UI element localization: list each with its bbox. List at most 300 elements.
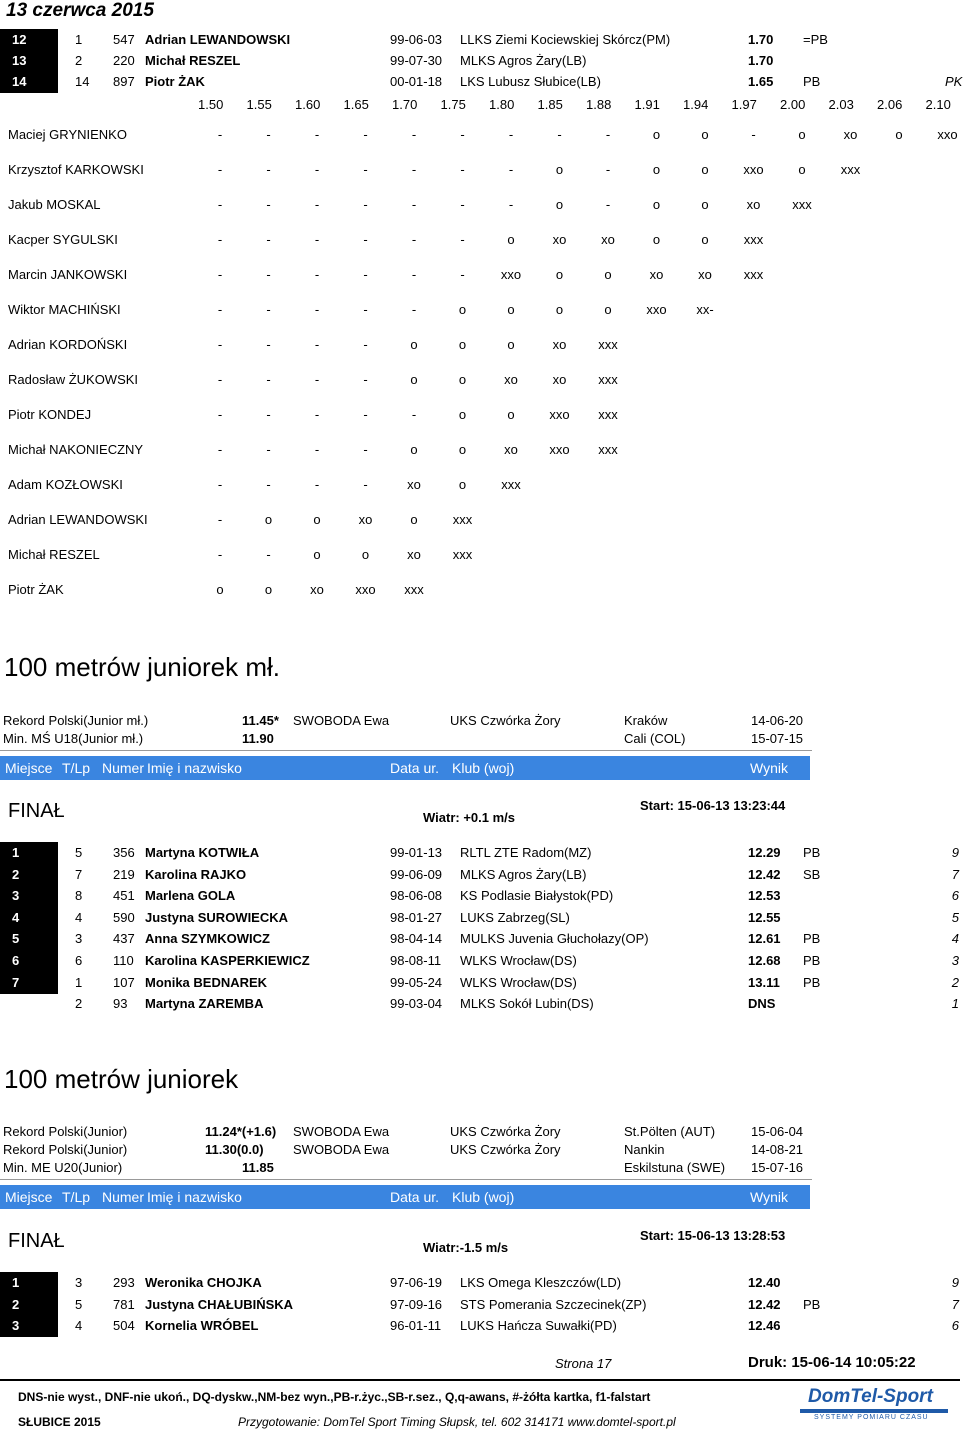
attempt-mark: o	[507, 302, 515, 317]
record-date: 15-06-04	[751, 1124, 804, 1139]
club-cell: WLKS Wrocław(DS)	[460, 953, 577, 968]
attempt-mark: -	[363, 162, 368, 177]
header-club: Klub (woj)	[452, 1189, 515, 1205]
attempt-mark: o	[701, 232, 709, 247]
attempt-mark: xo	[504, 372, 518, 387]
record-label: Rekord Polski(Junior)	[3, 1124, 128, 1139]
attempt-mark: -	[605, 162, 611, 177]
attempt-mark: xo	[649, 267, 664, 282]
attempt-mark: o	[507, 232, 515, 247]
place-number: 1	[12, 1275, 20, 1290]
place-cell	[0, 928, 58, 950]
result-cell: 12.29	[748, 845, 781, 860]
logo-text: DomTel-Sport	[808, 1386, 933, 1407]
name-cell: Kornelia WRÓBEL	[145, 1318, 259, 1334]
lane-cell: 14	[75, 74, 90, 89]
attempt-mark: -	[314, 372, 320, 387]
club-cell: WLKS Wrocław(DS)	[460, 974, 577, 990]
header-bib: Numer	[102, 1189, 145, 1205]
bib-cell: 504	[113, 1318, 135, 1334]
name-cell: Michał RESZEL	[145, 53, 241, 68]
athlete-name: Piotr KONDEJ	[8, 407, 92, 422]
record-value: 11.24*(+1.6)	[205, 1124, 277, 1139]
attempt-mark: xo	[552, 232, 567, 247]
dob-cell: 99-06-03	[390, 32, 443, 47]
attempt-mark: xo	[552, 337, 567, 352]
attempt-mark: o	[410, 512, 418, 527]
attempt-mark: -	[508, 162, 514, 177]
attempt-mark: -	[605, 197, 611, 212]
wind-info: Wiatr: +0.1 m/s	[423, 810, 516, 825]
attempt-mark: xxo	[549, 442, 570, 457]
bib-cell: 781	[113, 1296, 135, 1312]
attempt-mark: o	[701, 162, 709, 177]
name-cell: Martyna ZAREMBA	[145, 996, 264, 1012]
place-number: 3	[12, 888, 20, 904]
height-label: 1.97	[731, 97, 757, 112]
lane-cell: 4	[75, 1318, 83, 1334]
place-cell	[0, 972, 58, 994]
attempt-mark: -	[217, 302, 223, 317]
record-place: Eskilstuna (SWE)	[624, 1160, 726, 1175]
place-cell	[0, 1272, 58, 1294]
attempt-mark: xo	[407, 547, 421, 562]
record-divider	[0, 750, 812, 751]
athlete-name: Piotr ŻAK	[8, 582, 64, 597]
attempt-mark: xxx	[598, 407, 618, 422]
result-row	[0, 29, 960, 51]
start-time: Start: 15-06-13 13:23:44	[640, 798, 786, 813]
header-place: Miejsce	[5, 760, 53, 776]
club-cell: MLKS Sokół Lubin(DS)	[460, 996, 594, 1012]
attempt-mark: o	[410, 372, 418, 387]
attempt-mark: o	[216, 582, 224, 597]
athlete-name: Kacper SYGULSKI	[8, 232, 118, 247]
attempt-mark: o	[458, 302, 467, 317]
attempt-mark: -	[314, 267, 320, 282]
club-cell: KS Podlasie Białystok(PD)	[460, 888, 614, 904]
height-label: 1.50	[198, 97, 224, 112]
attempt-mark: -	[266, 372, 271, 387]
attempt-mark: xo	[601, 232, 615, 247]
attempt-mark: -	[363, 407, 368, 422]
attempt-mark: -	[217, 442, 223, 457]
attempt-mark: -	[508, 127, 514, 142]
result-row	[0, 842, 960, 864]
place-cell	[0, 864, 58, 886]
attempt-mark: -	[314, 302, 320, 317]
attempt-mark: xxo	[646, 302, 667, 317]
note-cell: PB	[803, 74, 821, 89]
record-holder: SWOBODA Ewa	[293, 1142, 390, 1157]
attempt-mark: xo	[358, 512, 373, 527]
lane-cell: 8	[75, 888, 83, 904]
result-cell: 12.53	[748, 888, 781, 904]
result-row	[0, 864, 960, 886]
record-label: Min. ME U20(Junior)	[3, 1160, 123, 1175]
name-cell: Justyna SUROWIECKA	[145, 909, 289, 925]
bib-cell: 451	[113, 888, 135, 904]
attempt-mark: xxx	[452, 512, 473, 527]
attempt-mark: -	[363, 372, 368, 387]
attempt-mark: xxx	[452, 547, 473, 562]
attempt-mark: -	[460, 267, 465, 282]
club-cell: RLTL ZTE Radom(MZ)	[460, 845, 592, 860]
attempt-mark: -	[217, 407, 223, 422]
club-cell: LLKS Ziemi Kociewskiej Skórcz(PM)	[460, 32, 671, 47]
attempt-mark: xxx	[840, 162, 861, 177]
attempt-mark: -	[217, 337, 223, 352]
height-label: 2.03	[828, 97, 854, 112]
result-row	[0, 1294, 960, 1316]
club-cell: LUKS Zabrzeg(SL)	[460, 909, 570, 925]
attempt-mark: -	[751, 127, 756, 142]
header-name: Imię i nazwisko	[147, 1189, 242, 1205]
height-label: 1.85	[537, 97, 563, 112]
height-label: 1.65	[343, 97, 369, 112]
place-cell	[0, 1294, 58, 1316]
record-club: UKS Czwórka Żory	[450, 1142, 561, 1157]
attempt-mark: o	[604, 302, 612, 317]
lane-cell: 3	[75, 931, 83, 947]
lane-cell: 7	[75, 866, 83, 882]
footer-credit: Przygotowanie: DomTel Sport Timing Słupsk, tel. 602 314171 www.domtel-sport.pl	[238, 1415, 676, 1429]
place-cell	[0, 1315, 58, 1337]
attempt-mark: -	[411, 162, 417, 177]
attempt-mark: -	[266, 547, 271, 562]
attempt-mark: -	[314, 197, 320, 212]
attempt-mark: xxo	[500, 267, 522, 282]
result-cell: 1.70	[748, 32, 774, 47]
result-row	[0, 885, 960, 907]
attempt-mark: o	[652, 197, 661, 212]
attempt-mark: -	[508, 197, 514, 212]
record-date: 14-06-20	[751, 713, 804, 728]
attempt-mark: o	[458, 337, 467, 352]
result-row	[0, 907, 960, 929]
club-cell: STS Pomerania Szczecinek(ZP)	[460, 1296, 647, 1312]
results-header	[0, 1185, 810, 1209]
header-dob: Data ur.	[390, 760, 440, 776]
club-cell: LKS Lubusz Słubice(LB)	[460, 74, 601, 89]
attempt-mark: -	[411, 232, 417, 247]
record-value: 11.30(0.0)	[205, 1142, 264, 1157]
dob-cell: 98-01-27	[390, 909, 443, 925]
record-place: Cali (COL)	[624, 731, 686, 746]
dob-cell: 98-06-08	[390, 888, 443, 904]
name-cell: Monika BEDNAREK	[145, 974, 268, 990]
athlete-name: Adrian KORDOŃSKI	[8, 337, 128, 352]
attempt-mark: -	[460, 127, 465, 142]
attempt-mark: xxx	[501, 477, 521, 492]
page-title: 13 czerwca 2015	[6, 0, 154, 21]
lane-cell: 4	[75, 909, 83, 925]
attempt-mark: o	[313, 512, 321, 527]
pts-cell: 7	[951, 1296, 959, 1312]
result-row	[0, 972, 960, 994]
place-cell	[0, 907, 58, 929]
footer-divider	[0, 1379, 960, 1381]
attempt-mark: o	[798, 162, 806, 177]
attempt-mark: -	[605, 127, 611, 142]
attempt-mark: -	[314, 232, 320, 247]
record-date: 15-07-15	[751, 731, 804, 746]
attempt-mark: o	[264, 512, 273, 527]
record-place: St.Pölten (AUT)	[624, 1124, 716, 1139]
attempt-mark: -	[217, 372, 223, 387]
name-cell: Justyna CHAŁUBIŃSKA	[145, 1296, 294, 1312]
pts-cell: 6	[951, 1318, 959, 1334]
attempt-mark: o	[555, 197, 564, 212]
pts-cell: 7	[951, 866, 959, 882]
lane-cell: 2	[75, 53, 83, 68]
record-value: 11.90	[242, 731, 274, 746]
attempt-mark: -	[314, 407, 320, 422]
attempt-mark: -	[266, 232, 271, 247]
height-label: 1.55	[246, 97, 272, 112]
place-number: 2	[12, 1296, 20, 1312]
dob-cell: 98-08-11	[390, 953, 442, 968]
attempt-mark: xxo	[937, 127, 958, 142]
attempt-mark: -	[217, 162, 223, 177]
header-name: Imię i nazwisko	[147, 760, 242, 776]
attempt-mark: -	[411, 407, 417, 422]
attempt-mark: -	[557, 127, 562, 142]
attempt-mark: o	[361, 547, 370, 562]
name-cell: Adrian LEWANDOWSKI	[145, 32, 291, 47]
height-label: 1.94	[683, 97, 709, 112]
bib-cell: 219	[113, 866, 135, 882]
result-row	[0, 950, 960, 972]
header-lane: T/Lp	[62, 760, 91, 776]
attempt-mark: o	[798, 127, 806, 142]
athlete-name: Wiktor MACHIŃSKI	[8, 302, 121, 317]
height-label: 2.00	[780, 97, 806, 112]
place-number: 5	[12, 931, 20, 947]
dob-cell: 98-04-14	[390, 931, 443, 947]
lane-cell: 6	[75, 953, 83, 968]
footer-venue: SŁUBICE 2015	[18, 1415, 101, 1429]
note-cell: PB	[803, 974, 821, 990]
record-label: Rekord Polski(Junior mł.)	[3, 713, 149, 728]
lane-cell: 5	[75, 1296, 83, 1312]
dob-cell: 99-03-04	[390, 996, 443, 1012]
attempt-mark: -	[314, 127, 320, 142]
attempt-mark: -	[266, 162, 271, 177]
attempt-mark: xo	[552, 372, 567, 387]
result-cell: 12.42	[748, 1296, 781, 1312]
place-cell	[0, 950, 58, 972]
round-label: FINAŁ	[8, 1230, 65, 1252]
pts-cell: 3	[951, 953, 959, 968]
note-cell: PB	[803, 1296, 821, 1312]
attempt-mark: o	[652, 232, 661, 247]
dob-cell: 99-05-24	[390, 974, 443, 990]
place-number: 6	[12, 953, 20, 968]
pts-cell: 9	[951, 1275, 959, 1290]
dob-cell: 99-07-30	[390, 53, 443, 68]
athlete-name: Adam KOZŁOWSKI	[8, 477, 123, 492]
record-club: UKS Czwórka Żory	[450, 713, 561, 728]
lane-cell: 5	[75, 845, 83, 860]
result-cell: 12.42	[748, 866, 781, 882]
place-cell	[0, 71, 58, 93]
height-label: 1.80	[489, 97, 515, 112]
attempt-mark: xo	[407, 477, 421, 492]
club-cell: MLKS Agros Żary(LB)	[460, 866, 587, 882]
header-club: Klub (woj)	[452, 760, 515, 776]
lane-cell: 1	[75, 974, 83, 990]
dob-cell: 96-01-11	[390, 1318, 442, 1334]
attempt-mark: -	[266, 477, 271, 492]
attempt-mark: o	[264, 582, 273, 597]
attempt-mark: -	[411, 302, 417, 317]
athlete-name: Adrian LEWANDOWSKI	[8, 512, 148, 527]
attempt-mark: o	[507, 407, 515, 422]
result-cell: 13.11	[748, 974, 780, 990]
attempt-mark: xxx	[598, 337, 618, 352]
attempt-mark: -	[363, 197, 368, 212]
dob-cell: 97-09-16	[390, 1296, 443, 1312]
attempt-mark: -	[217, 267, 223, 282]
record-value: 11.45*	[242, 713, 279, 728]
record-holder: SWOBODA Ewa	[293, 713, 390, 728]
bib-cell: 356	[113, 845, 135, 860]
attempt-mark: xo	[698, 267, 712, 282]
place-number: 12	[12, 32, 27, 47]
result-row	[0, 1315, 960, 1337]
print-timestamp: Druk: 15-06-14 10:05:22	[748, 1354, 916, 1371]
place-number: 14	[12, 74, 27, 89]
attempt-mark: -	[363, 337, 368, 352]
attempt-mark: -	[363, 302, 368, 317]
bib-cell: 547	[113, 32, 135, 47]
result-cell: 1.70	[748, 53, 774, 68]
header-result: Wynik	[750, 760, 788, 776]
record-place: Kraków	[624, 713, 668, 728]
round-label: FINAŁ	[8, 800, 65, 822]
result-row	[0, 71, 963, 93]
pts-cell: 9	[951, 845, 959, 860]
attempt-mark: xxx	[792, 197, 812, 212]
bib-cell: 437	[113, 931, 135, 947]
start-time: Start: 15-06-13 13:28:53	[640, 1228, 786, 1243]
attempt-mark: -	[266, 407, 271, 422]
name-cell: Anna SZYMKOWICZ	[145, 931, 270, 947]
club-cell: MLKS Agros Żary(LB)	[460, 53, 587, 68]
club-cell: LKS Omega Kleszczów(LD)	[460, 1275, 622, 1290]
note-cell: =PB	[803, 32, 828, 47]
attempt-mark: xo	[310, 582, 324, 597]
page-number: Strona 17	[555, 1356, 612, 1371]
attempt-mark: o	[410, 337, 418, 352]
result-cell: 12.68	[748, 953, 781, 968]
place-number: 3	[12, 1318, 20, 1334]
record-label: Min. MŚ U18(Junior mł.)	[3, 731, 144, 746]
athlete-name: Michał RESZEL	[8, 547, 100, 562]
attempt-mark: -	[217, 232, 223, 247]
attempt-mark: -	[363, 127, 368, 142]
attempt-mark: o	[555, 162, 564, 177]
header-dob: Data ur.	[390, 1189, 440, 1205]
pts-cell: 4	[951, 931, 959, 947]
domtel-logo	[800, 1386, 950, 1422]
height-label: 2.06	[877, 97, 903, 112]
attempt-mark: -	[266, 197, 271, 212]
results-header	[0, 756, 810, 780]
header-result: Wynik	[750, 1189, 788, 1205]
attempt-mark: -	[217, 197, 223, 212]
result-cell: 12.46	[748, 1318, 781, 1334]
attempt-mark: -	[217, 127, 223, 142]
bib-cell: 590	[113, 909, 135, 925]
attempt-mark: o	[652, 162, 661, 177]
attempt-mark: o	[458, 442, 467, 457]
result-row	[0, 928, 960, 950]
attempt-mark: o	[313, 547, 321, 562]
note-cell: PB	[803, 953, 821, 968]
record-club: UKS Czwórka Żory	[450, 1124, 561, 1139]
header-lane: T/Lp	[62, 1189, 91, 1205]
event-title: 100 metrów juniorek	[4, 1064, 239, 1094]
club-cell: MULKS Juvenia Głuchołazy(OP)	[460, 931, 649, 947]
note-cell: PB	[803, 931, 821, 947]
pts-cell: PK	[945, 74, 963, 89]
height-label: 1.88	[586, 97, 612, 112]
place-number: 2	[12, 866, 20, 882]
attempt-mark: xo	[504, 442, 518, 457]
pts-cell: 1	[951, 996, 959, 1012]
place-number: 1	[12, 845, 20, 860]
attempt-mark: xxx	[598, 442, 618, 457]
attempt-mark: xx-	[696, 302, 714, 317]
attempt-mark: -	[411, 127, 417, 142]
results-header-bar	[0, 756, 810, 780]
club-cell: LUKS Hańcza Suwałki(PD)	[460, 1318, 617, 1334]
dob-cell: 97-06-19	[390, 1275, 443, 1290]
place-cell	[0, 50, 58, 72]
record-value: 11.85	[242, 1160, 274, 1175]
attempt-mark: -	[411, 197, 417, 212]
attempt-mark: -	[363, 442, 368, 457]
record-date: 14-08-21	[751, 1142, 804, 1157]
logo-subtitle: SYSTEMY POMIARU CZASU	[814, 1414, 929, 1421]
place-cell	[0, 29, 58, 51]
attempt-mark: -	[460, 162, 465, 177]
attempt-mark: xxo	[549, 407, 570, 422]
record-label: Rekord Polski(Junior)	[3, 1142, 128, 1157]
attempt-mark: o	[701, 197, 709, 212]
event-title: 100 metrów juniorek mł.	[4, 652, 280, 682]
attempt-mark: xo	[746, 197, 761, 212]
attempt-mark: -	[266, 302, 271, 317]
attempt-mark: -	[314, 477, 320, 492]
height-label: 2.10	[925, 97, 951, 112]
bib-cell: 93	[113, 996, 128, 1012]
header-bib: Numer	[102, 760, 145, 776]
height-label: 1.70	[392, 97, 418, 112]
results-header-bar	[0, 1185, 810, 1209]
athlete-name: Marcin JANKOWSKI	[8, 267, 128, 282]
place-cell	[0, 842, 58, 864]
athlete-name: Radosław ŻUKOWSKI	[8, 372, 139, 387]
name-cell: Marlena GOLA	[145, 888, 236, 904]
attempt-mark: o	[410, 442, 418, 457]
attempt-mark: -	[217, 512, 223, 527]
attempt-mark: -	[217, 547, 223, 562]
height-label: 1.91	[634, 97, 660, 112]
attempt-mark: o	[458, 372, 467, 387]
